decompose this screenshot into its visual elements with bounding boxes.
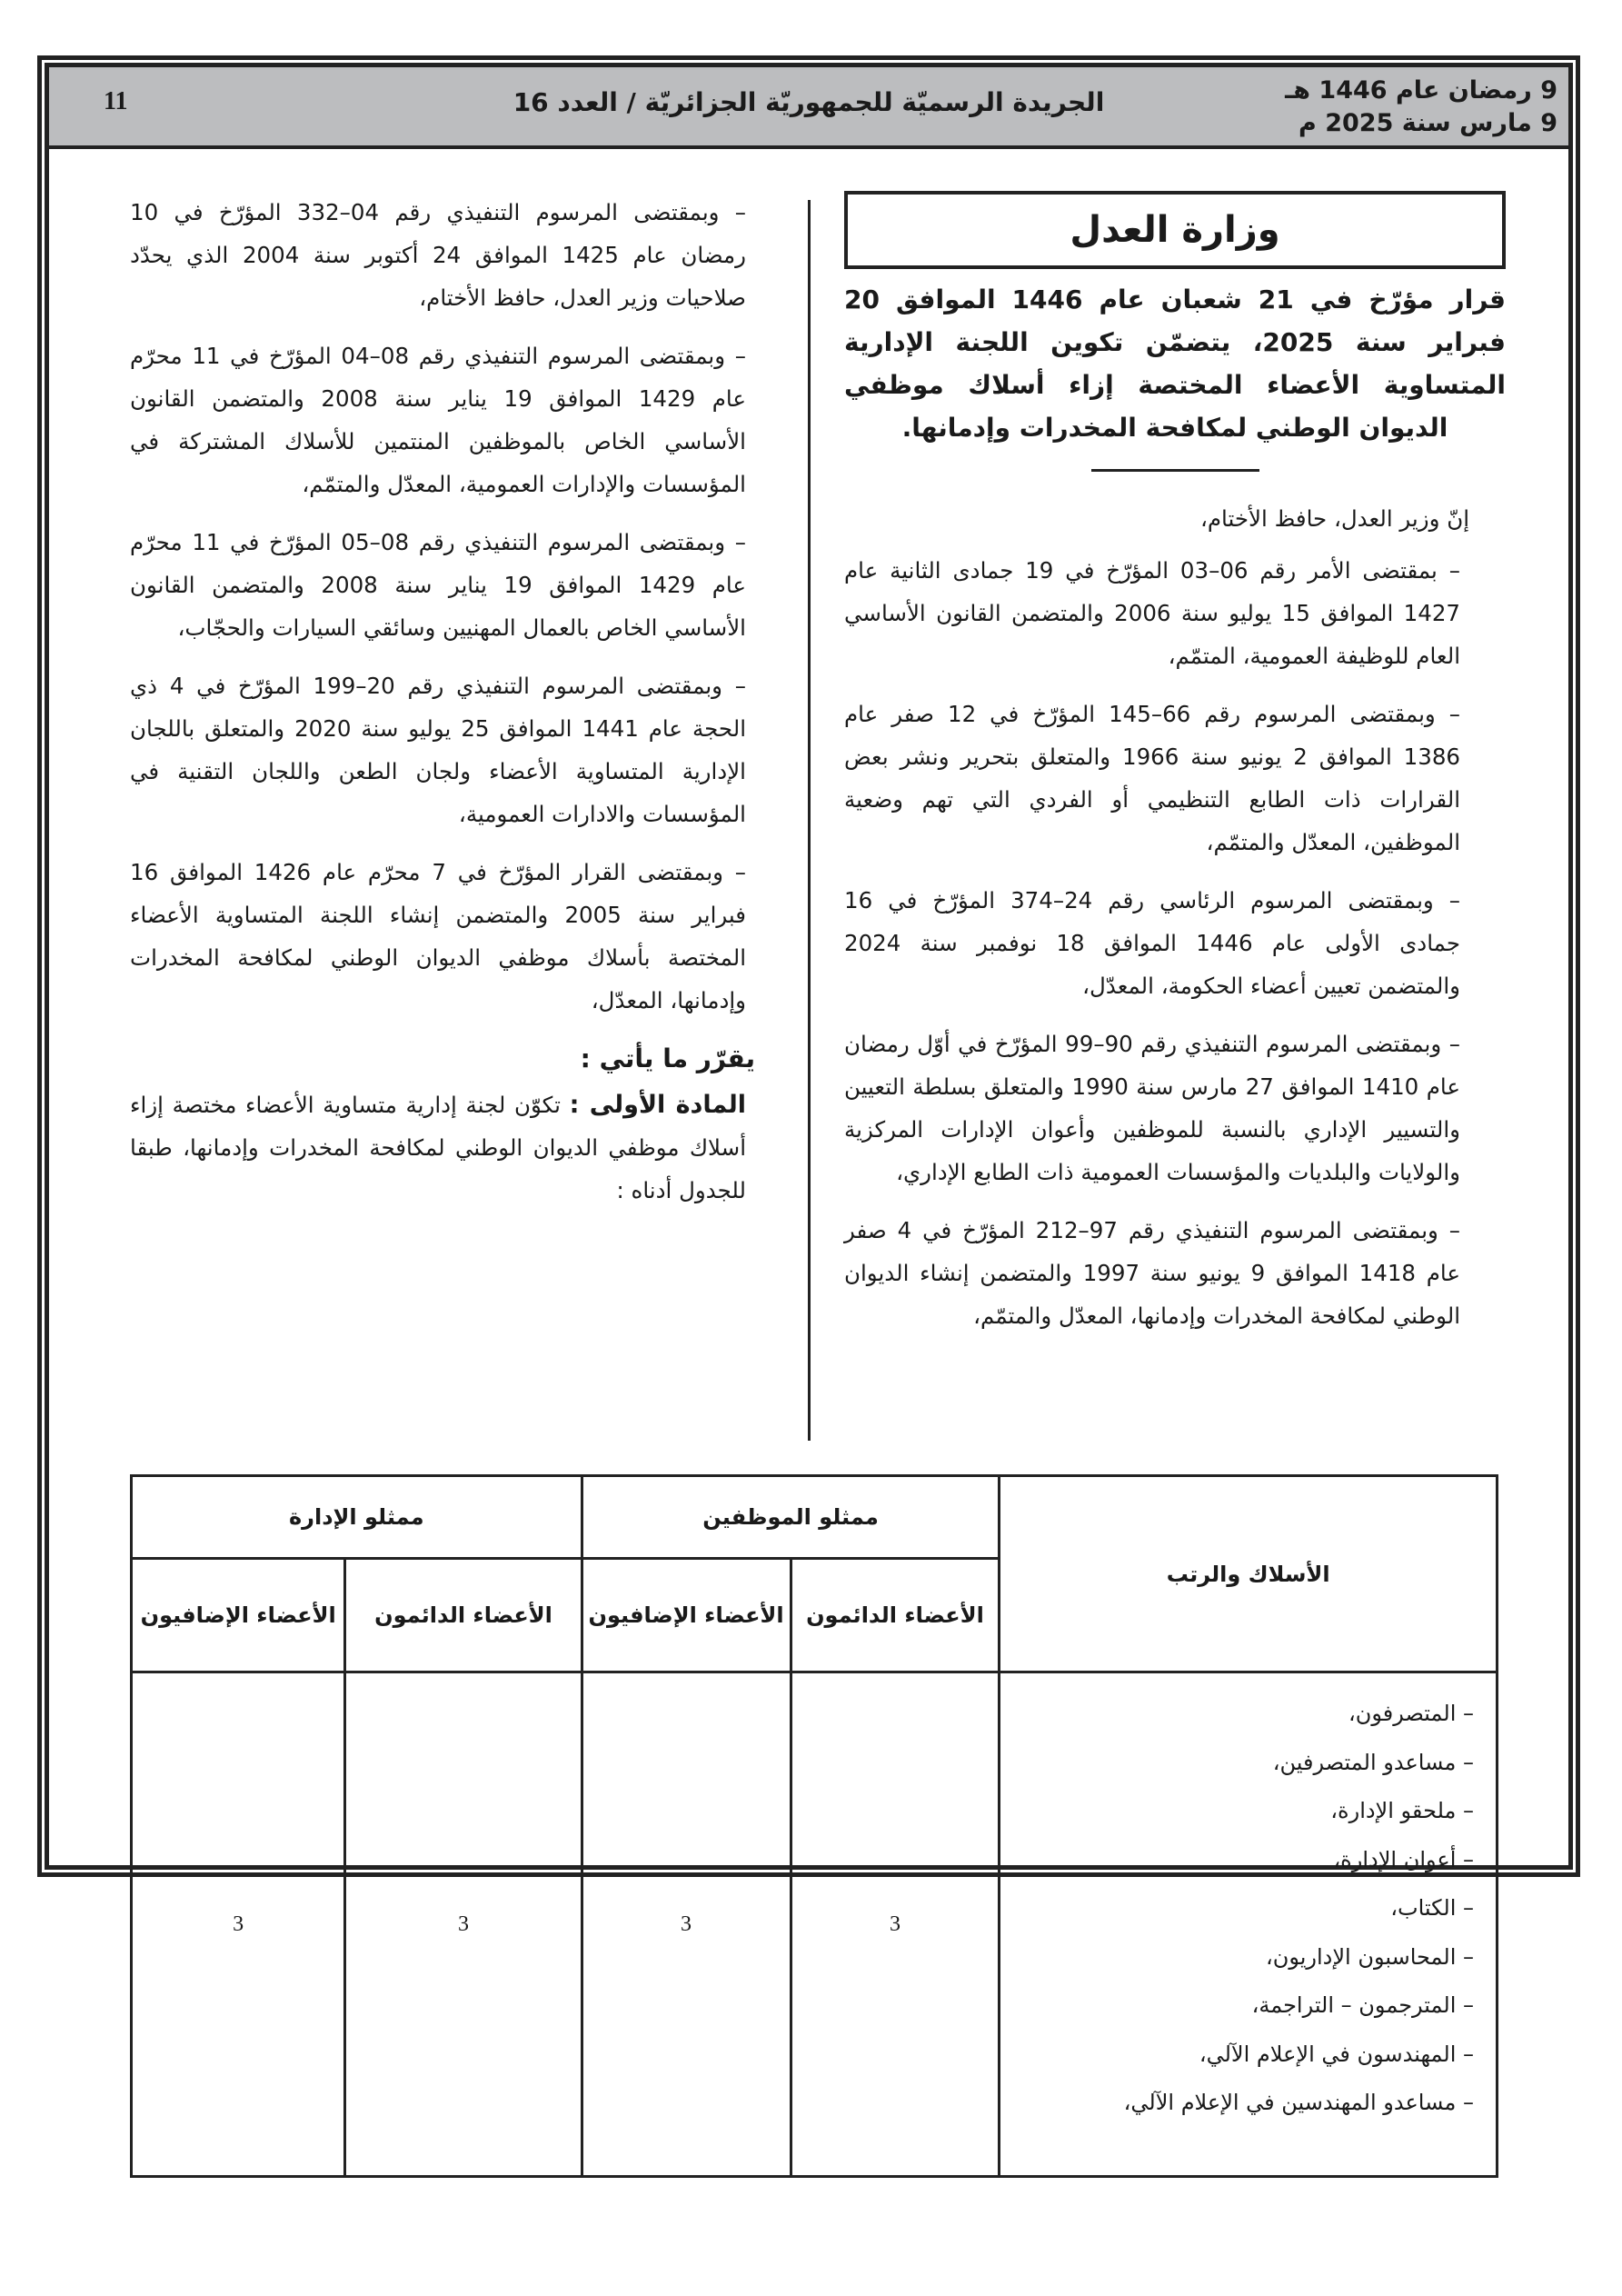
corps-item: – الكتاب، bbox=[1390, 1895, 1474, 1921]
header-admin-reps: ممثلو الإدارة bbox=[132, 1476, 582, 1559]
corps-item: – مساعدو المتصرفين، bbox=[1272, 1749, 1474, 1775]
corps-item: – ملحقو الإدارة، bbox=[1330, 1798, 1474, 1823]
date-hijri: 9 رمضان عام 1446 هـ bbox=[1285, 76, 1557, 105]
recital-paragraph: – وبمقتضى المرسوم التنفيذي رقم 20–199 المؤرّخ في 4 ذي الحجة عام 1441 الموافق 25 يوليو سنة 2020 والمتعلق باللجان الإدارية المتساوية الأعضاء ولجان الطعن واللجان التقنية في المؤسسات والادارات العمومية، bbox=[130, 673, 746, 827]
header-alternate-members: الأعضاء الإضافيون bbox=[582, 1559, 791, 1672]
article-label: المادة الأولى : bbox=[569, 1091, 746, 1119]
recital-paragraph: – وبمقتضى القرار المؤرّخ في 7 محرّم عام 1426 الموافق 16 فبراير سنة 2005 والمتضمن إنشاء اللجنة المتساوية الأعضاء المختصة بأسلاك موظفي الديوان الوطني لمكافحة المخدرات وإدمانها، المعدّل، bbox=[130, 859, 747, 1013]
committee-table bbox=[130, 1474, 1498, 2178]
opening-line: إنّ وزير العدل، حافظ الأختام، bbox=[1199, 505, 1469, 532]
page-number: 11 bbox=[104, 87, 128, 115]
title-divider bbox=[1091, 469, 1259, 472]
article-text: تكوّن لجنة إدارية متساوية الأعضاء مختصة إزاء أسلاك موظفي الديوان الوطني لمكافحة المخدرات وإدمانها، طبقا للجدول أدناه : bbox=[130, 1092, 746, 1203]
corps-list-cell bbox=[1000, 1672, 1498, 2177]
corps-item: – المحاسبون الإداريون، bbox=[1265, 1943, 1474, 1970]
decision-title: قرار مؤرّخ في 21 شعبان عام 1446 الموافق 20 فبراير سنة 2025، يتضمّن تكوين اللجنة الإدارية المتساوية الأعضاء المختصة إزاء أسلاك موظفي الديوان الوطني لمكافحة المخدرات وإدمانها. bbox=[844, 285, 1506, 443]
corps-item: – المترجمون – التراجمة، bbox=[1251, 1992, 1474, 2018]
value-cell: 3 bbox=[582, 1672, 791, 2177]
header-permanent-members: الأعضاء الدائمون bbox=[345, 1559, 582, 1672]
gazette-header bbox=[49, 67, 1568, 149]
recital-paragraph: – بمقتضى الأمر رقم 06–03 المؤرّخ في 19 جمادى الثانية عام 1427 الموافق 15 يوليو سنة 2006 والمتضمن القانون الأساسي العام للوظيفة العمومية، المتمّم، bbox=[844, 557, 1460, 669]
value-cell: 3 bbox=[791, 1672, 1000, 2177]
ministry-heading: وزارة العدل bbox=[844, 191, 1506, 269]
header-alternate-members: الأعضاء الإضافيون bbox=[132, 1559, 345, 1672]
date-gregorian: 9 مارس سنة 2025 م bbox=[1299, 109, 1557, 137]
recital-paragraph: – وبمقتضى المرسوم التنفيذي رقم 08–04 المؤرّخ في 11 محرّم عام 1429 الموافق 19 يناير سنة 2008 والمتضمن القانون الأساسي الخاص بالموظفين المنتمين للأسلاك المشتركة في المؤسسات والإدارات العمومية، المعدّل والمتمّم، bbox=[130, 343, 746, 497]
header-corps: الأسلاك والرتب bbox=[1000, 1476, 1498, 1672]
article-one bbox=[130, 1083, 791, 1212]
gazette-title: الجريدة الرسميّة للجمهوريّة الجزائريّة / العدد 16 bbox=[512, 87, 1105, 117]
table-row bbox=[132, 1672, 1498, 2177]
recital-paragraph: – وبمقتضى المرسوم التنفيذي رقم 90–99 المؤرّخ في أوّل رمضان عام 1410 الموافق 27 مارس سنة 1990 والمتعلق بسلطة التعيين والتسيير الإداري بالنسبة للموظفين وأعوان الإدارات المركزية والولايات والبلديات والمؤسسات العمومية ذات الطابع الإداري، bbox=[844, 1031, 1461, 1185]
corps-item: – المتصرفون، bbox=[1348, 1701, 1474, 1726]
column-divider bbox=[808, 200, 811, 1441]
recital-paragraph: – وبمقتضى المرسوم التنفيذي رقم 97–212 المؤرّخ في 4 صفر عام 1418 الموافق 9 يونيو سنة 1997 والمتضمن إنشاء الديوان الوطني لمكافحة المخدرات وإدمانها، المعدّل والمتمّم، bbox=[844, 1217, 1460, 1329]
header-employee-reps: ممثلو الموظفين bbox=[582, 1476, 1000, 1559]
corps-item: – أعوان الإدارة، bbox=[1333, 1846, 1474, 1872]
corps-item: – مساعدو المهندسين في الإعلام الآلي، bbox=[1123, 2090, 1474, 2115]
decree-heading: يقرّر ما يأتي : bbox=[580, 1043, 755, 1073]
header-permanent-members: الأعضاء الدائمون bbox=[791, 1559, 1000, 1672]
left-column bbox=[130, 191, 791, 1227]
right-column bbox=[844, 191, 1506, 1353]
corps-item: – المهندسون في الإعلام الآلي، bbox=[1199, 2041, 1474, 2067]
recital-paragraph: – وبمقتضى المرسوم الرئاسي رقم 24–374 المؤرّخ في 16 جمادى الأولى عام 1446 الموافق 18 نوفمبر سنة 2024 والمتضمن تعيين أعضاء الحكومة، المعدّل، bbox=[844, 887, 1460, 999]
value-cell: 3 bbox=[345, 1672, 582, 2177]
value-cell: 3 bbox=[132, 1672, 345, 2177]
recital-paragraph: – وبمقتضى المرسوم التنفيذي رقم 04–332 المؤرّخ في 10 رمضان عام 1425 الموافق 24 أكتوبر سنة 2004 الذي يحدّد صلاحيات وزير العدل، حافظ الأختام، bbox=[130, 199, 746, 311]
recital-paragraph: – وبمقتضى المرسوم التنفيذي رقم 08–05 المؤرّخ في 11 محرّم عام 1429 الموافق 19 يناير سنة 2008 والمتضمن القانون الأساسي الخاص بالعمال المهنيين وسائقي السيارات والحجّاب، bbox=[130, 529, 746, 641]
recital-paragraph: – وبمقتضى المرسوم رقم 66–145 المؤرّخ في 12 صفر عام 1386 الموافق 2 يونيو سنة 1966 والمتعلق بتحرير ونشر بعض القرارات ذات الطابع التنظيمي أو الفردي التي تهم وضعية الموظفين، المعدّل والمتمّم، bbox=[844, 701, 1460, 855]
